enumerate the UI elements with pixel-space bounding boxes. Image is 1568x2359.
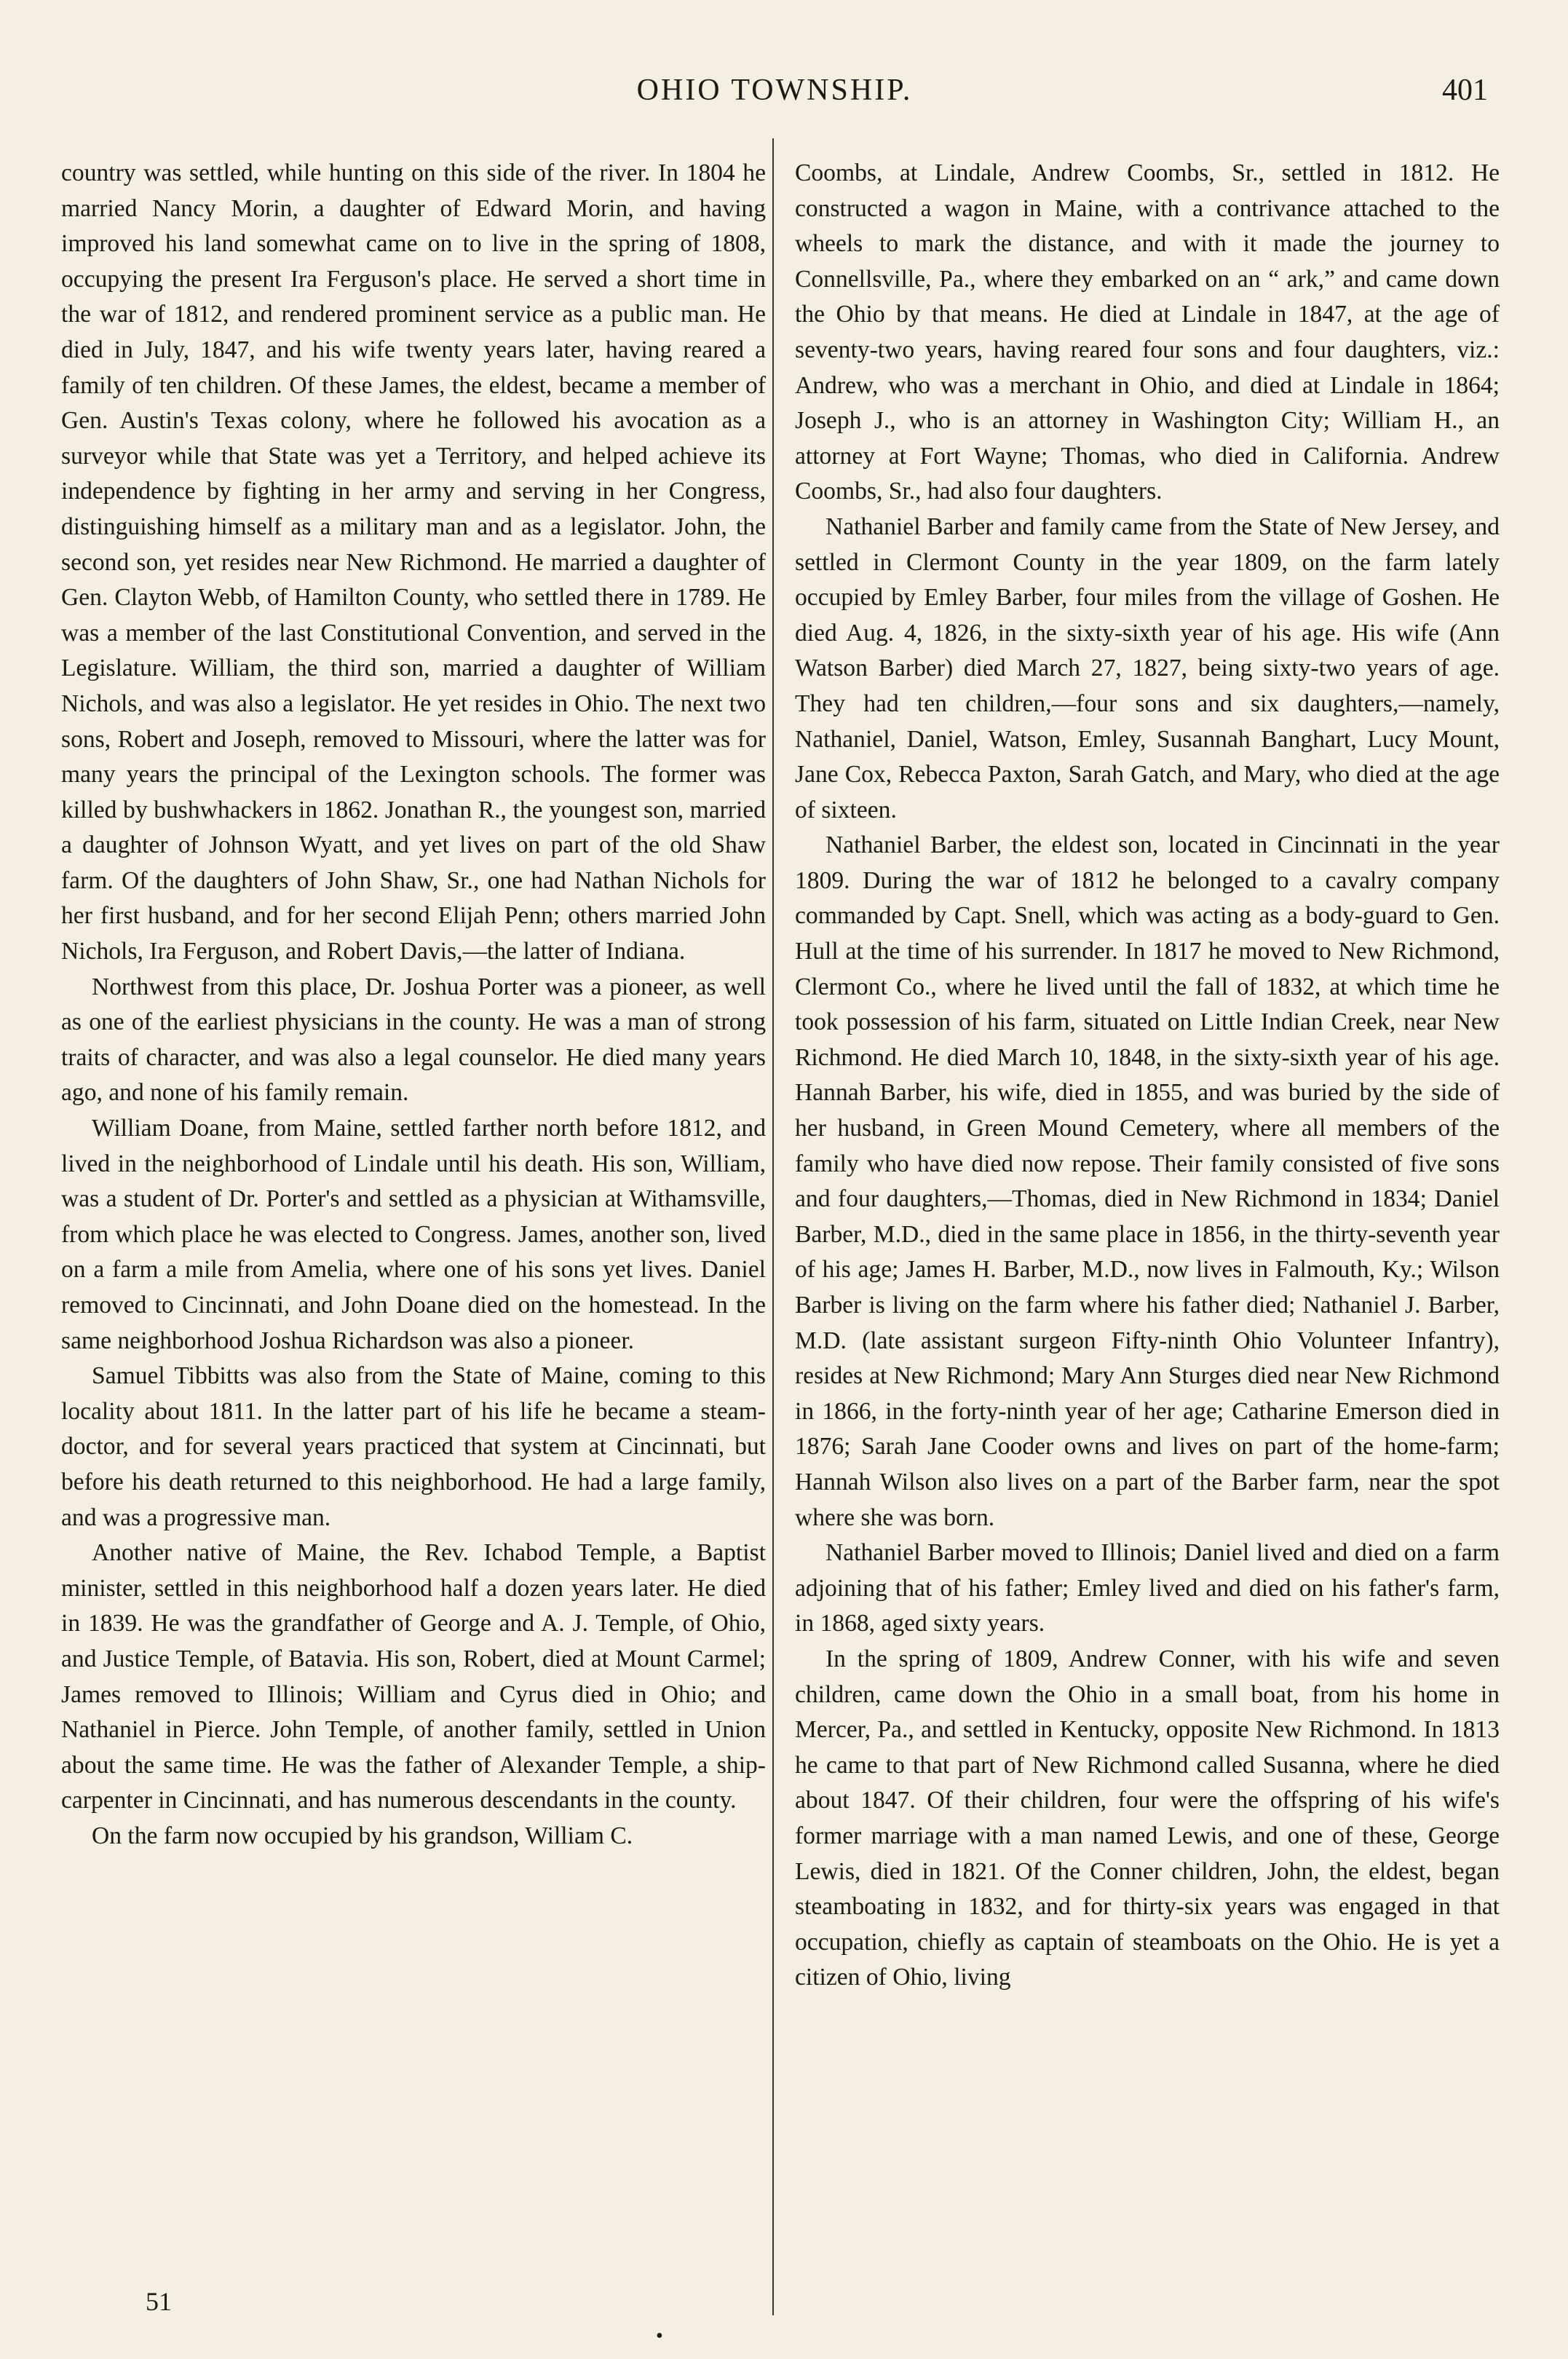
paragraph: Nathaniel Barber moved to Illinois; Daniel lived and died on a farm adjoining that of his father; Emley lived and died on his father's farm, in 1868, aged sixty years.: [795, 1539, 1500, 1637]
paragraph: Another native of Maine, the Rev. Ichabod Temple, a Baptist minister, settled in this neighborhood half a dozen years later. He died in 1839. He was the grandfather of George and A. J. Temple, of Ohio, and Justice Temple, of Batavia. His son, Robert, died at Mount Carmel; James removed to Illinois; William and Cyrus died in Ohio; and Nathaniel in Pierce. John Temple, of another family, settled in Union about the same time. He was the father of Alexander Temple, a ship-carpenter in Cincinnati, and has numerous descendants in the county.: [61, 1539, 766, 1814]
paragraph: Nathaniel Barber and family came from the State of New Jersey, and settled in Clermont County in the year 1809, on the farm lately occupied by Emley Barber, four miles from the village of Goshen. He died Aug. 4, 1826, in the sixty-sixth year of his age. His wife (Ann Watson Barber) died March 27, 1827, being sixty-two years of age. They had ten children,—four sons and six daughters,—namely, Nathaniel, Daniel, Watson, Emley, Susannah Banghart, Lucy Mount, Jane Cox, Rebecca Paxton, Sarah Gatch, and Mary, who died at the age of sixteen.: [795, 513, 1500, 823]
signature-mark: 51: [146, 2287, 172, 2316]
left-column: [61, 156, 766, 1854]
ornament-dot: •: [656, 2325, 663, 2347]
paragraph: country was settled, while hunting on this side of the river. In 1804 he married Nancy Morin, a daughter of Edward Morin, and having improved his land somewhat came on to live in the spring of 1808, occupying the present Ira Ferguson's place. He served a short time in the war of 1812, and rendered prominent service as a public man. He died in July, 1847, and his wife twenty years later, having reared a family of ten children. Of these James, the eldest, became a member of Gen. Austin's Texas colony, where he followed his avocation as a surveyor while that State was yet a Territory, and helped achieve its independence by fighting in her army and serving in her Congress, distinguishing himself as a military man and as a legislator. John, the second son, yet resides near New Richmond. He married a daughter of Gen. Clayton Webb, of Hamilton County, who settled there in 1789. He was a member of the last Constitutional Convention, and served in the Legislature. William, the third son, married a daughter of William Nichols, and was also a legislator. He yet resides in Ohio. The next two sons, Robert and Joseph, removed to Missouri, where the latter was for many years the principal of the Lexington schools. The former was killed by bushwhackers in 1862. Jonathan R., the youngest son, married a daughter of Johnson Wyatt, and yet lives on part of the old Shaw farm. Of the daughters of John Shaw, Sr., one had Nathan Nichols for her first husband, and for her second Elijah Penn; others married John Nichols, Ira Ferguson, and Robert Davis,—the latter of Indiana.: [61, 159, 766, 965]
paragraph: Northwest from this place, Dr. Joshua Porter was a pioneer, as well as one of the earliest physicians in the county. He was a man of strong traits of character, and was also a legal counselor. He died many years ago, and none of his family remain.: [61, 973, 766, 1107]
column-divider: [772, 138, 774, 2315]
paragraph: Coombs, at Lindale, Andrew Coombs, Sr., settled in 1812. He constructed a wagon in Maine, with a contrivance attached to the wheels to mark the distance, and with it made the journey to Connellsville, Pa., where they embarked on an “ ark,” and came down the Ohio by that means. He died at Lindale in 1847, at the age of seventy-two years, having reared four sons and four daughters, viz.: Andrew, who was a merchant in Ohio, and died at Lindale in 1864; Joseph J., who is an attorney in Washington City; William H., an attorney at Fort Wayne; Thomas, who died in California. Andrew Coombs, Sr., had also four daughters.: [795, 159, 1500, 505]
paragraph: Samuel Tibbitts was also from the State of Maine, coming to this locality about 1811. In the latter part of his life he became a steam-doctor, and for several years practiced that system at Cincinnati, but before his death returned to this neighborhood. He had a large family, and was a progressive man.: [61, 1362, 766, 1531]
right-column: [795, 156, 1500, 1996]
paragraph: Nathaniel Barber, the eldest son, located in Cincinnati in the year 1809. During the war of 1812 he belonged to a cavalry company commanded by Capt. Snell, which was acting as a body-guard to Gen. Hull at the time of his surrender. In 1817 he moved to New Richmond, Clermont Co., where he lived until the fall of 1832, at which time he took possession of his farm, situated on Little Indian Creek, near New Richmond. He died March 10, 1848, in the sixty-sixth year of his age. Hannah Barber, his wife, died in 1855, and was buried by the side of her husband, in Green Mound Cemetery, where all members of the family who have died now repose. Their family consisted of five sons and four daughters,—Thomas, died in New Richmond in 1834; Daniel Barber, M.D., died in the same place in 1856, in the thirty-seventh year of his age; James H. Barber, M.D., now lives in Falmouth, Ky.; Wilson Barber is living on the farm where his father died; Nathaniel J. Barber, M.D. (late assistant surgeon Fifty-ninth Ohio Volunteer Infantry), resides at New Richmond; Mary Ann Sturges died near New Richmond in 1866, in the forty-ninth year of her age; Catharine Emerson died in 1876; Sarah Jane Cooder owns and lives on part of the home-farm; Hannah Wilson also lives on a part of the Barber farm, near the spot where she was born.: [795, 831, 1500, 1531]
page-number: 401: [1442, 74, 1488, 107]
paragraph: In the spring of 1809, Andrew Conner, with his wife and seven children, came down the Ohio in a small boat, from his home in Mercer, Pa., and settled in Kentucky, opposite New Richmond. In 1813 he came to that part of New Richmond called Susanna, where he died about 1847. Of their children, four were the offspring of his wife's former marriage with a man named Lewis, and one of these, George Lewis, died in 1821. Of the Conner children, John, the eldest, began steamboating in 1832, and for thirty-six years was engaged in that occupation, chiefly as captain of steamboats on the Ohio. He is yet a citizen of Ohio, living: [795, 1645, 1500, 1991]
running-title: OHIO TOWNSHIP.: [636, 74, 913, 107]
running-head: [61, 64, 1488, 115]
paragraph: On the farm now occupied by his grandson, William C.: [92, 1822, 633, 1849]
paragraph: William Doane, from Maine, settled farther north before 1812, and lived in the neighborhood of Lindale until his death. His son, William, was a student of Dr. Porter's and settled as a physician at Withamsville, from which place he was elected to Congress. James, another son, lived on a farm a mile from Amelia, where one of his sons yet lives. Daniel removed to Cincinnati, and John Doane died on the homestead. In the same neighborhood Joshua Richardson was also a pioneer.: [61, 1115, 766, 1354]
